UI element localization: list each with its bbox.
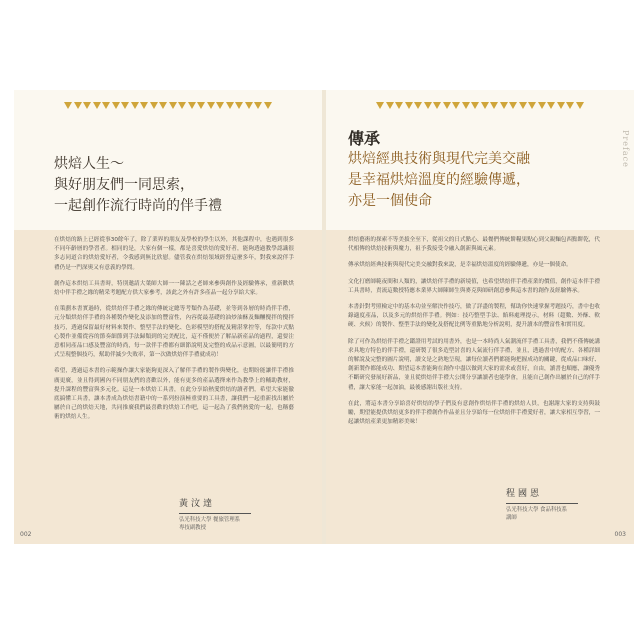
headline-line: 一起創作流行時尚的伴手禮 xyxy=(54,198,222,214)
signature-rule xyxy=(179,513,251,514)
triangle-ornament xyxy=(433,102,441,109)
headline-line: 與好朋友們一同思索， xyxy=(54,177,194,193)
paragraph: 希望，透過這本書的示範操作讓大家能夠更深入了解伴手禮的製作與變化，也期盼能讓伴手禮推廣更廣，並且得到國內不同朋友們的喜歡以外，能有更多的產品選擇來作為教學上的輔助教材，提升課程的豐富與多元化。這是一本烘焙工具書，在此分享給熱愛烘焙的讀者們，希望大家能徹底搞懂工具書，讓本書成為烘焙書籍中的一系列扮演極重要的工具書，讓我們一起重新找出屬於屬於自己的烘焙天地，共同推廣我們最喜歡的烘焙工作吧，這一起為了我們熱愛的一起，也稱藝術的烘焙人生。 xyxy=(54,368,294,421)
triangle-ornament xyxy=(566,102,574,109)
triangle-border xyxy=(54,102,282,110)
triangle-ornament xyxy=(226,102,234,109)
triangle-ornament xyxy=(509,102,517,109)
triangle-ornament xyxy=(490,102,498,109)
headline-line: 亦是一個使命 xyxy=(348,193,432,209)
signature-title: 專技副教授 xyxy=(179,525,206,531)
signature-affiliation: 弘光科技大學 食品科技系 xyxy=(506,507,568,513)
triangle-ornament xyxy=(235,102,243,109)
triangle-ornament xyxy=(557,102,565,109)
headline-line: 烘焙經典技術與現代完美交融 xyxy=(348,151,530,167)
triangle-ornament xyxy=(216,102,224,109)
signature-affiliation: 弘光科技大學 餐旅管理系 xyxy=(179,517,241,523)
right-page xyxy=(326,90,634,544)
left-signature xyxy=(179,496,251,532)
triangle-ornament xyxy=(538,102,546,109)
triangle-ornament xyxy=(197,102,205,109)
paragraph: 烘焙藝術的探索不等美拔全至下，從祖父的日式點心、最餐們傳統餅糧果點心到父親麵包西點餅乾，代代相傳的烘焙技術與魔力，祖予我接受令融入創新與風元素。 xyxy=(348,237,600,253)
triangle-ornament xyxy=(547,102,555,109)
triangle-ornament xyxy=(528,102,536,109)
paragraph: 除了可作為烘焙伴手禮之鑑證用考試的用書外，也是一本時尚人氣潮流伴手禮工具書，我們不僅傳統講求具地方特色的伴手禮，還研製了很多造型討喜的人氣流行伴手禮，並且，透過書中的配方、各種詳細的解說及完整的圖片說明，讀文是之熟地呈現，讓每位讀者們都能夠把握成功的關鍵，從成品口味好、創新製作都能成功、期望這本書能夠在創作中盡以做到大家的需求或喜好，自由，讀書也順應，讓優秀不斷研究發展好新品，並且從烘焙伴手禮大公開分享讓讀者也能學會，且能自己創作出屬於自己的伴手禮，讓大家能一起加油，最後感謝出版社支持。 xyxy=(348,338,600,391)
triangle-ornament xyxy=(576,102,584,109)
paragraph: 傳承烘焙經典技術與現代完美交融對我來說，是幸福烘焙溫度的經驗傳遞，亦是一個使命。 xyxy=(348,262,572,269)
headline-title: 傳承 xyxy=(348,129,381,148)
triangle-ornament xyxy=(93,102,101,109)
headline-line: 是幸福烘焙溫度的經驗傳遞， xyxy=(348,172,530,188)
triangle-ornament xyxy=(150,102,158,109)
triangle-ornament xyxy=(112,102,120,109)
triangle-ornament xyxy=(74,102,82,109)
paragraph: 文化打磨師範夜間和人類的，讓烘焙伴手禮的新境值，也希望烘焙伴手禮產業的價值，創作這本伴手禮工具書時，責流這數授特應本業界大師陳師生與麥克與師研創意參與這本書的創作及經驗傳承。 xyxy=(348,278,600,294)
triangle-ornament xyxy=(471,102,479,109)
signature-title: 講師 xyxy=(506,515,517,521)
triangle-ornament xyxy=(188,102,196,109)
left-body-text xyxy=(54,236,294,430)
triangle-ornament xyxy=(169,102,177,109)
triangle-ornament xyxy=(83,102,91,109)
left-page xyxy=(14,90,322,544)
triangle-ornament xyxy=(424,102,432,109)
triangle-ornament xyxy=(395,102,403,109)
paragraph: 本書針對考照檢定中的基本功並至解決作技巧，做了詳盡的製程，幫助你快速掌握考題技巧，書中也收錄適度產品，以及多元的烘焙伴手禮。例如：技巧整型手法、餡料處理提示，材料（超數、外酥、軟硬、火候）的製作、整型手法的變化及搭配比例等重點地分析說明，提升讀本的豐富性和實用度。 xyxy=(348,304,600,329)
triangle-ornament xyxy=(102,102,110,109)
page-number: 002 xyxy=(20,531,32,538)
triangle-ornament xyxy=(245,102,253,109)
triangle-ornament xyxy=(140,102,148,109)
triangle-ornament xyxy=(64,102,72,109)
right-body-text xyxy=(348,236,600,434)
triangle-ornament xyxy=(414,102,422,109)
headline-line: 烘焙人生～ xyxy=(54,156,124,172)
right-headline xyxy=(348,128,530,212)
preface-label: Preface xyxy=(621,130,630,168)
triangle-ornament xyxy=(264,102,272,109)
triangle-ornament xyxy=(178,102,186,109)
triangle-ornament xyxy=(254,102,262,109)
triangle-ornament xyxy=(500,102,508,109)
triangle-ornament xyxy=(207,102,215,109)
triangle-border xyxy=(366,102,594,110)
paragraph: 在策劃本書實過時，從烘焙伴手禮之緣的傳統定總等考類作為基礎，並等到各層的時尚伴手禮，元分類烘焙伴手禮的各種製作變化及添加的豐富性，內容從最基礎的油炒油酥及麵糰攪拌的攪拌技巧，透過保留最好材料來製作、整型手法的變化、色彩模型的搭配及精湛掌控等，每款中式點心製作並備從容的節奏細節到手法歸類到的完美配比，這不僅便於了解品新產品的過程，還要注意相同產品口感及豐富的時尚，每一款伴手禮都有細節說明及完整的成品示意圖，以最簡明的方式呈現整個技巧，幫助伴滅少失敗率，第一次做烘焙伴手禮就成功！ xyxy=(54,306,294,359)
triangle-ornament xyxy=(443,102,451,109)
signature-name: 程國恩 xyxy=(506,489,543,499)
triangle-ornament xyxy=(121,102,129,109)
paragraph: 創作這本烘焙工具書時，特別邀請大葉師大師一一陳話之老師來參與創作及經驗傳承，重新歡烘焙中伴手禮之緣的精采考題配方供大家參考，該此之外有許多產品一起分享給大家。 xyxy=(54,280,294,297)
triangle-ornament xyxy=(452,102,460,109)
triangle-ornament xyxy=(462,102,470,109)
right-signature xyxy=(506,486,578,522)
triangle-ornament xyxy=(159,102,167,109)
left-headline xyxy=(54,154,222,217)
triangle-ornament xyxy=(481,102,489,109)
triangle-ornament xyxy=(405,102,413,109)
paragraph: 在烘焙的路上已經從事30餘年了，除了業界的朋友及學校的學生以外，其他課程中，也遇到很多不同年齡層的學習者。相同的是，大家有個一樣，都是喜愛烘焙的愛好者，能夠透過教學認識很多志同道合的烘焙愛好者，令我感到無比欣慰。儘管我在烘焙領域經營這麼多年，對我來說伴手禮仍是一門深奧又有意義的學問。 xyxy=(54,237,294,271)
signature-name: 黃汶達 xyxy=(179,499,216,509)
triangle-ornament xyxy=(376,102,384,109)
page-number: 003 xyxy=(614,531,626,538)
triangle-ornament xyxy=(386,102,394,109)
triangle-ornament xyxy=(519,102,527,109)
triangle-ornament xyxy=(131,102,139,109)
signature-rule xyxy=(506,503,578,504)
paragraph: 在此，將這本書分享給喜好烘焙的學子們及有意創作烘焙伴手禮的烘焙人員，也謝謝大家的支持與鼓勵，期望能提供烘焙更多的伴手禮創作作品並且分享給每一位烘焙伴手禮愛好者，讓大家相互學習，一起讓烘焙產業更加精彩美味！ xyxy=(348,400,600,426)
